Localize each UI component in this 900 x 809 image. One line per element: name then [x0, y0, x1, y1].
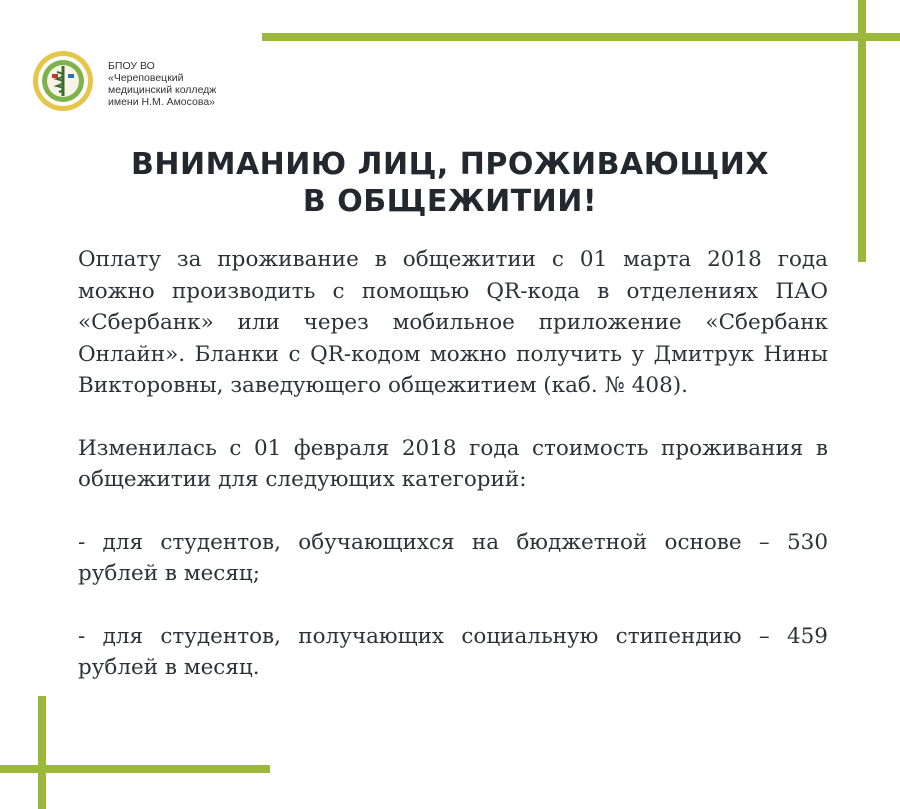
decor-line-top-horizontal: [262, 33, 900, 41]
college-emblem-icon: [32, 50, 94, 112]
org-line: БПОУ ВО: [108, 60, 155, 72]
title-line: ВНИМАНИЮ ЛИЦ, ПРОЖИВАЮЩИХ: [131, 147, 769, 182]
page-title: [0, 146, 900, 220]
organization-name: [108, 60, 216, 108]
org-line: имени Н.М. Амосова»: [108, 96, 215, 108]
title-line: В ОБЩЕЖИТИИ!: [302, 184, 598, 219]
notice-body: [78, 244, 828, 684]
decor-line-top-vertical: [858, 0, 866, 262]
paragraph-stipend-students: - для студентов, получающих социальную стипендию – 459 рублей в месяц.: [78, 623, 828, 680]
paragraph-budget-students: - для студентов, обучающихся на бюджетной основе – 530 рублей в месяц;: [78, 529, 828, 586]
org-line: медицинский колледж: [108, 84, 217, 96]
paragraph-price-change: Изменилась с 01 февраля 2018 года стоимость проживания в общежитии для следующих категорий:: [78, 435, 828, 492]
org-line: «Череповецкий: [108, 72, 184, 84]
decor-line-bottom-vertical: [38, 696, 46, 809]
paragraph-payment: Оплату за проживание в общежитии с 01 марта 2018 года можно производить с помощью QR-кода в отделениях ПАО «Сбербанк» или через мобильное приложение «Сбербанк Онлайн». Бланки с QR-кодом можно получить у Дмитрук Нины Викторовны, заведующего общежитием (каб. № 408).: [78, 247, 828, 398]
